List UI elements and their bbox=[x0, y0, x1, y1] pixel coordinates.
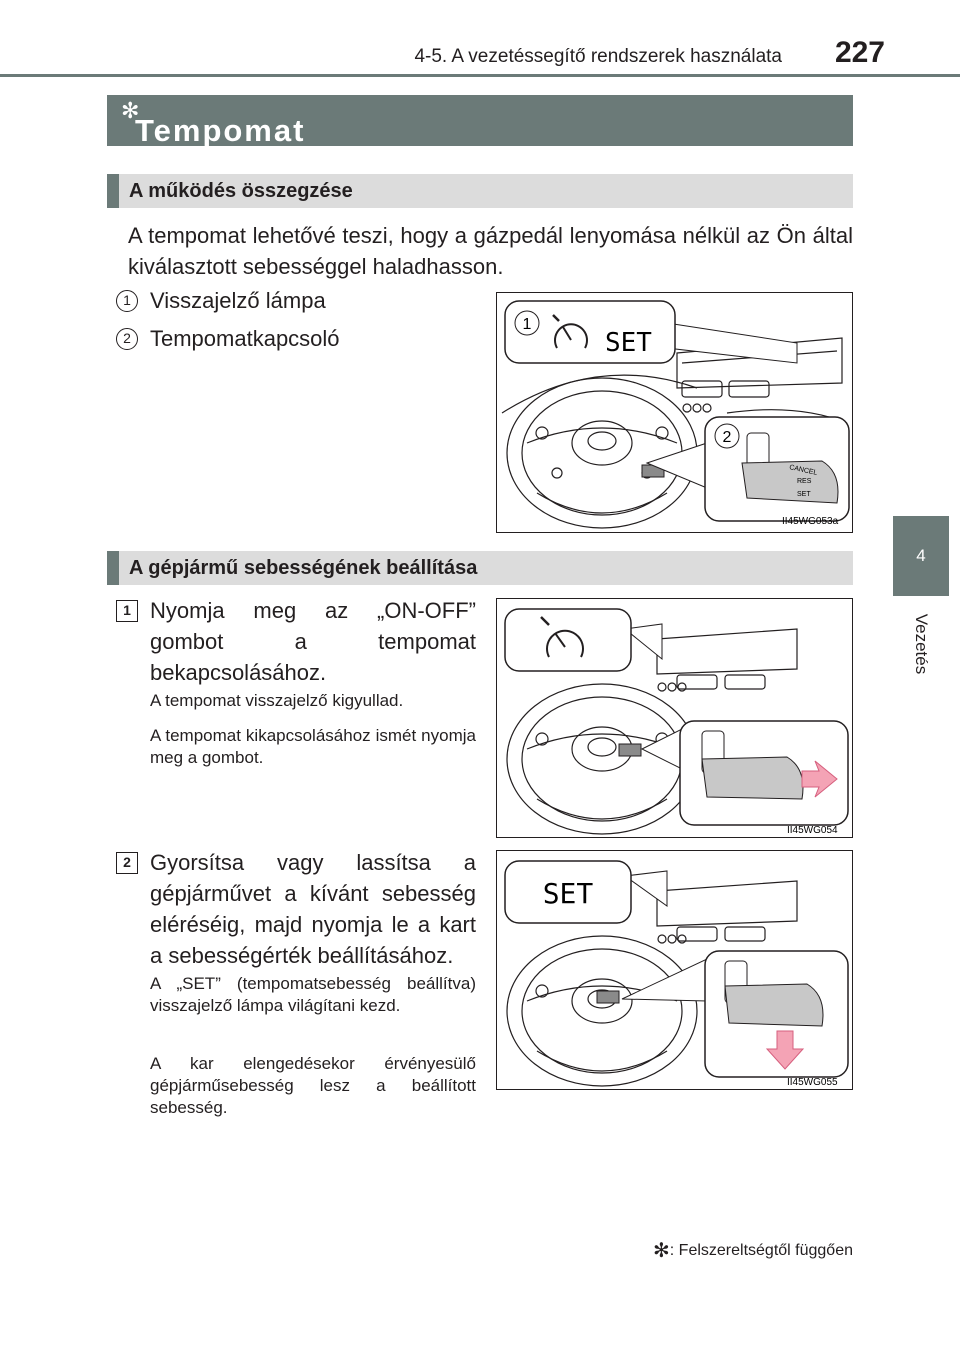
item-label-indicator-lamp: Visszajelző lámpa bbox=[150, 288, 326, 313]
item-label-cruise-switch: Tempomatkapcsoló bbox=[150, 326, 340, 351]
footnote-text: : Felszereltségtől függően bbox=[669, 1242, 853, 1259]
chapter-tab[interactable]: 4 bbox=[893, 516, 949, 596]
intro-paragraph: A tempomat lehetővé teszi, hogy a gázpedál lenyomása nélkül az Ön által kiválasztott sebességgel haladhasson. bbox=[128, 223, 853, 279]
figure-step-2 bbox=[496, 850, 853, 1090]
item-number-1: 1 bbox=[116, 290, 138, 312]
footnote bbox=[653, 1238, 853, 1263]
callout-set-text: SET bbox=[605, 328, 652, 358]
page-number: 227 bbox=[834, 36, 885, 69]
figure-overview bbox=[496, 292, 853, 533]
callout-2-number: 2 bbox=[722, 429, 732, 446]
section-heading-set-speed bbox=[107, 551, 853, 585]
step-1-text: Nyomja meg az „ON-OFF” gombot a tempomat bekapcsolásához. bbox=[150, 598, 476, 685]
footnote-marker: ✻ bbox=[653, 1240, 670, 1262]
chapter-label bbox=[893, 604, 949, 684]
callout-speedometer bbox=[505, 609, 631, 671]
callout-speedometer bbox=[505, 301, 797, 363]
header-section-title: 4-5. A vezetéssegítő rendszerek használata bbox=[414, 46, 782, 67]
step-1-note-2: A tempomat kikapcsolásához ismét nyomja meg a gombot. bbox=[150, 726, 476, 767]
figure-code: II45WG053a bbox=[782, 516, 839, 527]
header-rule bbox=[0, 74, 960, 77]
lever-res-label: RES bbox=[797, 478, 812, 485]
callout-set-text: SET bbox=[542, 877, 594, 910]
dashboard-illustration bbox=[497, 851, 853, 1090]
page-title bbox=[121, 98, 306, 148]
figure-code: II45WG055 bbox=[787, 1077, 838, 1088]
item-number-2: 2 bbox=[116, 328, 138, 350]
callout-1-number: 1 bbox=[522, 316, 532, 333]
step-1-note-1: A tempomat visszajelző kigyullad. bbox=[150, 691, 404, 710]
asterisk-marker: ✻ bbox=[121, 98, 142, 123]
step-number-2: 2 bbox=[116, 852, 138, 874]
step-2-text: Gyorsítsa vagy lassítsa a gépjárművet a kívánt sebesség eléréséig, majd nyomja le a kart a sebességérték beállításához. bbox=[150, 850, 476, 968]
figure-step-1 bbox=[496, 598, 853, 838]
lever-cancel-label: CANCEL bbox=[788, 464, 818, 477]
page-title-text: Tempomat bbox=[135, 113, 306, 148]
section-heading-overview bbox=[107, 174, 853, 208]
dashboard-illustration bbox=[497, 599, 853, 838]
step-2-note-1: A „SET” (tempomatsebesség beállítva) visszajelző lámpa világítani kezd. bbox=[150, 974, 476, 1015]
page-title-bar bbox=[107, 95, 853, 146]
dashboard-illustration bbox=[497, 293, 853, 533]
step-2-note-2: A kar elengedésekor érvényesülő gépjárműsebesség lesz a beállított sebesség. bbox=[150, 1054, 476, 1117]
section-heading-text: A működés összegzése bbox=[129, 180, 353, 202]
chapter-label-text: Vezetés bbox=[912, 613, 931, 675]
figure-code: II45WG054 bbox=[787, 825, 838, 836]
lever-set-label: SET bbox=[797, 491, 811, 498]
section-heading-text: A gépjármű sebességének beállítása bbox=[129, 557, 478, 579]
step-number-1: 1 bbox=[116, 600, 138, 622]
